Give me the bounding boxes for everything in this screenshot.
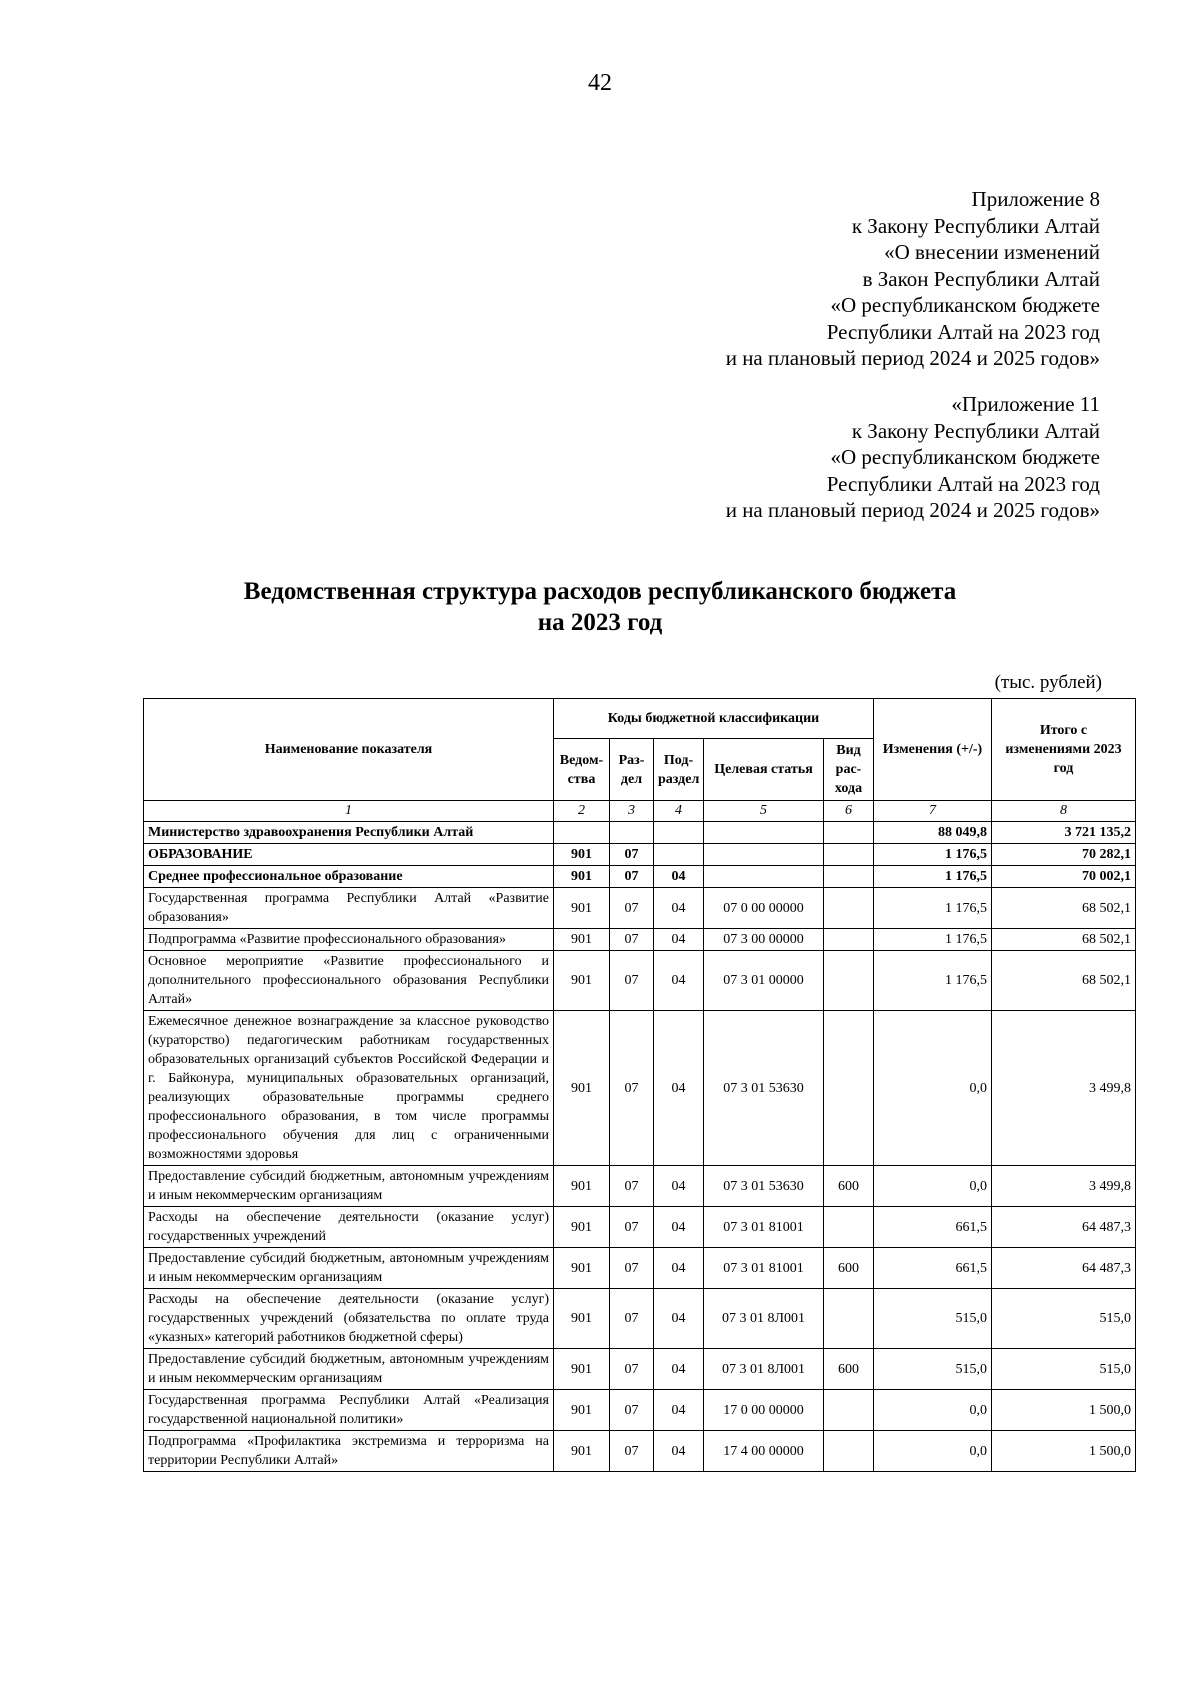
appendix-11-line: «Приложение 11: [951, 392, 1100, 416]
column-number: 4: [654, 801, 704, 822]
header-changes: Изменения (+/-): [874, 699, 992, 801]
department-code-cell: 901: [554, 1207, 610, 1248]
table-row: [144, 844, 1136, 866]
department-code-cell: 901: [554, 929, 610, 951]
table-row: [144, 1431, 1136, 1472]
appendix-11-line: и на плановый период 2024 и 2025 годов»: [725, 498, 1100, 522]
appendix-11-line: «О республиканском бюджете: [830, 445, 1100, 469]
appendix-8-line: Приложение 8: [971, 187, 1100, 211]
subsection-code-cell: [654, 822, 704, 844]
change-amount-cell: 0,0: [874, 1011, 992, 1166]
column-number: 3: [610, 801, 654, 822]
indicator-name-cell: Предоставление субсидий бюджетным, автономным учреждениям и иным некоммерческим организациям: [144, 1248, 554, 1289]
table-row: [144, 822, 1136, 844]
target-item-cell: [704, 844, 824, 866]
subsection-code-cell: 04: [654, 1390, 704, 1431]
column-number: 1: [144, 801, 554, 822]
section-code-cell: 07: [610, 929, 654, 951]
change-amount-cell: 661,5: [874, 1207, 992, 1248]
indicator-name-cell: Подпрограмма «Развитие профессионального образования»: [144, 929, 554, 951]
department-code-cell: 901: [554, 888, 610, 929]
target-item-cell: 17 0 00 00000: [704, 1390, 824, 1431]
total-amount-cell: 3 721 135,2: [992, 822, 1136, 844]
subsection-code-cell: 04: [654, 888, 704, 929]
target-item-cell: [704, 822, 824, 844]
section-code-cell: 07: [610, 1289, 654, 1349]
section-code-cell: 07: [610, 1390, 654, 1431]
change-amount-cell: 661,5: [874, 1248, 992, 1289]
target-item-cell: 07 3 01 53630: [704, 1011, 824, 1166]
expense-type-cell: [824, 822, 874, 844]
column-number: 5: [704, 801, 824, 822]
expense-type-cell: [824, 844, 874, 866]
change-amount-cell: 1 176,5: [874, 951, 992, 1011]
document-title-line-1: Ведомственная структура расходов республиканского бюджета: [243, 578, 957, 605]
department-code-cell: 901: [554, 866, 610, 888]
change-amount-cell: 515,0: [874, 1289, 992, 1349]
department-code-cell: 901: [554, 1166, 610, 1207]
units-label: (тыс. рублей): [994, 672, 1102, 693]
section-code-cell: 07: [610, 1248, 654, 1289]
total-amount-cell: 3 499,8: [992, 1011, 1136, 1166]
expense-type-cell: [824, 1390, 874, 1431]
appendix-8-line: Республики Алтай на 2023 год: [826, 319, 1100, 344]
change-amount-cell: 0,0: [874, 1166, 992, 1207]
table-row: [144, 929, 1136, 951]
change-amount-cell: 1 176,5: [874, 888, 992, 929]
table-row: [144, 1349, 1136, 1390]
section-code-cell: 07: [610, 1349, 654, 1390]
total-amount-cell: 64 487,3: [992, 1248, 1136, 1289]
change-amount-cell: 0,0: [874, 1431, 992, 1472]
section-code-cell: 07: [610, 866, 654, 888]
subsection-code-cell: 04: [654, 929, 704, 951]
indicator-name-cell: Подпрограмма «Профилактика экстремизма и терроризма на территории Республики Алтай»: [144, 1431, 554, 1472]
header-expense-type: Вид рас-хода: [824, 739, 874, 801]
department-code-cell: 901: [554, 951, 610, 1011]
table-row: [144, 888, 1136, 929]
column-number: 6: [824, 801, 874, 822]
change-amount-cell: 0,0: [874, 1390, 992, 1431]
target-item-cell: 07 3 00 00000: [704, 929, 824, 951]
header-classification-codes: Коды бюджетной классификации: [554, 699, 874, 739]
page-number: 42: [588, 70, 612, 96]
expense-type-cell: [824, 951, 874, 1011]
subsection-code-cell: 04: [654, 1011, 704, 1166]
subsection-code-cell: 04: [654, 1289, 704, 1349]
subsection-code-cell: 04: [654, 1349, 704, 1390]
total-amount-cell: 515,0: [992, 1289, 1136, 1349]
department-code-cell: 901: [554, 844, 610, 866]
section-code-cell: 07: [610, 951, 654, 1011]
appendix-11-reference: [726, 391, 1100, 524]
target-item-cell: 07 3 01 8Л001: [704, 1289, 824, 1349]
document-title-line-2: на 2023 год: [537, 609, 663, 636]
section-code-cell: 07: [610, 1011, 654, 1166]
target-item-cell: 07 3 01 81001: [704, 1248, 824, 1289]
expense-type-cell: 600: [824, 1166, 874, 1207]
indicator-name-cell: Государственная программа Республики Алтай «Развитие образования»: [144, 888, 554, 929]
header-indicator-name: Наименование показателя: [144, 699, 554, 801]
change-amount-cell: 1 176,5: [874, 866, 992, 888]
subsection-code-cell: [654, 844, 704, 866]
target-item-cell: 07 3 01 81001: [704, 1207, 824, 1248]
change-amount-cell: 515,0: [874, 1349, 992, 1390]
table-row: [144, 866, 1136, 888]
department-code-cell: 901: [554, 1011, 610, 1166]
total-amount-cell: 3 499,8: [992, 1166, 1136, 1207]
subsection-code-cell: 04: [654, 866, 704, 888]
indicator-name-cell: Предоставление субсидий бюджетным, автономным учреждениям и иным некоммерческим организациям: [144, 1166, 554, 1207]
total-amount-cell: 64 487,3: [992, 1207, 1136, 1248]
department-code-cell: 901: [554, 1390, 610, 1431]
department-code-cell: 901: [554, 1248, 610, 1289]
subsection-code-cell: 04: [654, 1431, 704, 1472]
subsection-code-cell: 04: [654, 951, 704, 1011]
section-code-cell: [610, 822, 654, 844]
change-amount-cell: 1 176,5: [874, 929, 992, 951]
expense-type-cell: [824, 866, 874, 888]
change-amount-cell: 88 049,8: [874, 822, 992, 844]
target-item-cell: 07 3 01 53630: [704, 1166, 824, 1207]
section-code-cell: 07: [610, 888, 654, 929]
appendix-8-line: и на плановый период 2024 и 2025 годов»: [725, 346, 1100, 370]
total-amount-cell: 1 500,0: [992, 1431, 1136, 1472]
indicator-name-cell: Среднее профессиональное образование: [144, 866, 554, 888]
indicator-name-cell: Государственная программа Республики Алтай «Реализация государственной национальной политики»: [144, 1390, 554, 1431]
expense-type-cell: [824, 1011, 874, 1166]
department-code-cell: 901: [554, 1431, 610, 1472]
header-target-item: Целевая статья: [704, 739, 824, 801]
header-total-with-changes: Итого с изменениями 2023 год: [992, 699, 1136, 801]
header-section: Раз-дел: [610, 739, 654, 801]
column-number: 8: [992, 801, 1136, 822]
appendix-8-reference: [726, 186, 1100, 372]
subsection-code-cell: 04: [654, 1207, 704, 1248]
target-item-cell: 07 3 01 00000: [704, 951, 824, 1011]
indicator-name-cell: Предоставление субсидий бюджетным, автономным учреждениям и иным некоммерческим организациям: [144, 1349, 554, 1390]
subsection-code-cell: 04: [654, 1248, 704, 1289]
expense-type-cell: [824, 1431, 874, 1472]
indicator-name-cell: Расходы на обеспечение деятельности (оказание услуг) государственных учреждений (обязательства по оплате труда «указных» категорий работников бюджетной сферы): [144, 1289, 554, 1349]
total-amount-cell: 70 002,1: [992, 866, 1136, 888]
budget-table-body: [144, 822, 1136, 1472]
total-amount-cell: 515,0: [992, 1349, 1136, 1390]
appendix-8-line: «О республиканском бюджете: [830, 293, 1100, 317]
section-code-cell: 07: [610, 1431, 654, 1472]
indicator-name-cell: ОБРАЗОВАНИЕ: [144, 844, 554, 866]
indicator-name-cell: Ежемесячное денежное вознаграждение за классное руководство (кураторство) педагогическим работникам государственных образовательных организаций субъектов Российской Федерации и г. Байконура, муниципальных образовательных организаций, реализующих образовательные программы среднего профессионального образования, в том числе программы профессионального обучения для лиц с ограниченными возможностями здоровья: [144, 1011, 554, 1166]
section-code-cell: 07: [610, 844, 654, 866]
appendix-8-line: к Закону Республики Алтай: [851, 213, 1100, 238]
appendix-11-line: Республики Алтай на 2023 год: [826, 471, 1100, 496]
target-item-cell: 07 3 01 8Л001: [704, 1349, 824, 1390]
appendix-8-line: в Закон Республики Алтай: [862, 266, 1100, 291]
header-department: Ведом-ства: [554, 739, 610, 801]
indicator-name-cell: Министерство здравоохранения Республики Алтай: [144, 822, 554, 844]
expense-type-cell: [824, 1207, 874, 1248]
section-code-cell: 07: [610, 1166, 654, 1207]
expense-type-cell: [824, 929, 874, 951]
subsection-code-cell: 04: [654, 1166, 704, 1207]
table-row: [144, 1011, 1136, 1166]
change-amount-cell: 1 176,5: [874, 844, 992, 866]
appendix-8-line: «О внесении изменений: [884, 240, 1100, 264]
document-title: [0, 576, 1200, 638]
table-row: [144, 1248, 1136, 1289]
department-code-cell: 901: [554, 1289, 610, 1349]
target-item-cell: 17 4 00 00000: [704, 1431, 824, 1472]
department-code-cell: [554, 822, 610, 844]
section-code-cell: 07: [610, 1207, 654, 1248]
expense-type-cell: 600: [824, 1349, 874, 1390]
appendix-11-line: к Закону Республики Алтай: [851, 418, 1100, 443]
indicator-name-cell: Основное мероприятие «Развитие профессионального и дополнительного профессионального образования Республики Алтай»: [144, 951, 554, 1011]
column-number: 7: [874, 801, 992, 822]
total-amount-cell: 68 502,1: [992, 929, 1136, 951]
table-row: [144, 1289, 1136, 1349]
indicator-name-cell: Расходы на обеспечение деятельности (оказание услуг) государственных учреждений: [144, 1207, 554, 1248]
total-amount-cell: 68 502,1: [992, 951, 1136, 1011]
column-number: 2: [554, 801, 610, 822]
budget-table: [143, 698, 1136, 1472]
column-numbers-row: [144, 801, 1136, 822]
table-row: [144, 1207, 1136, 1248]
department-code-cell: 901: [554, 1349, 610, 1390]
expense-type-cell: [824, 888, 874, 929]
table-row: [144, 951, 1136, 1011]
expense-type-cell: [824, 1289, 874, 1349]
target-item-cell: [704, 866, 824, 888]
expense-type-cell: 600: [824, 1248, 874, 1289]
total-amount-cell: 68 502,1: [992, 888, 1136, 929]
total-amount-cell: 1 500,0: [992, 1390, 1136, 1431]
target-item-cell: 07 0 00 00000: [704, 888, 824, 929]
total-amount-cell: 70 282,1: [992, 844, 1136, 866]
table-row: [144, 1166, 1136, 1207]
header-subsection: Под-раздел: [654, 739, 704, 801]
table-row: [144, 1390, 1136, 1431]
